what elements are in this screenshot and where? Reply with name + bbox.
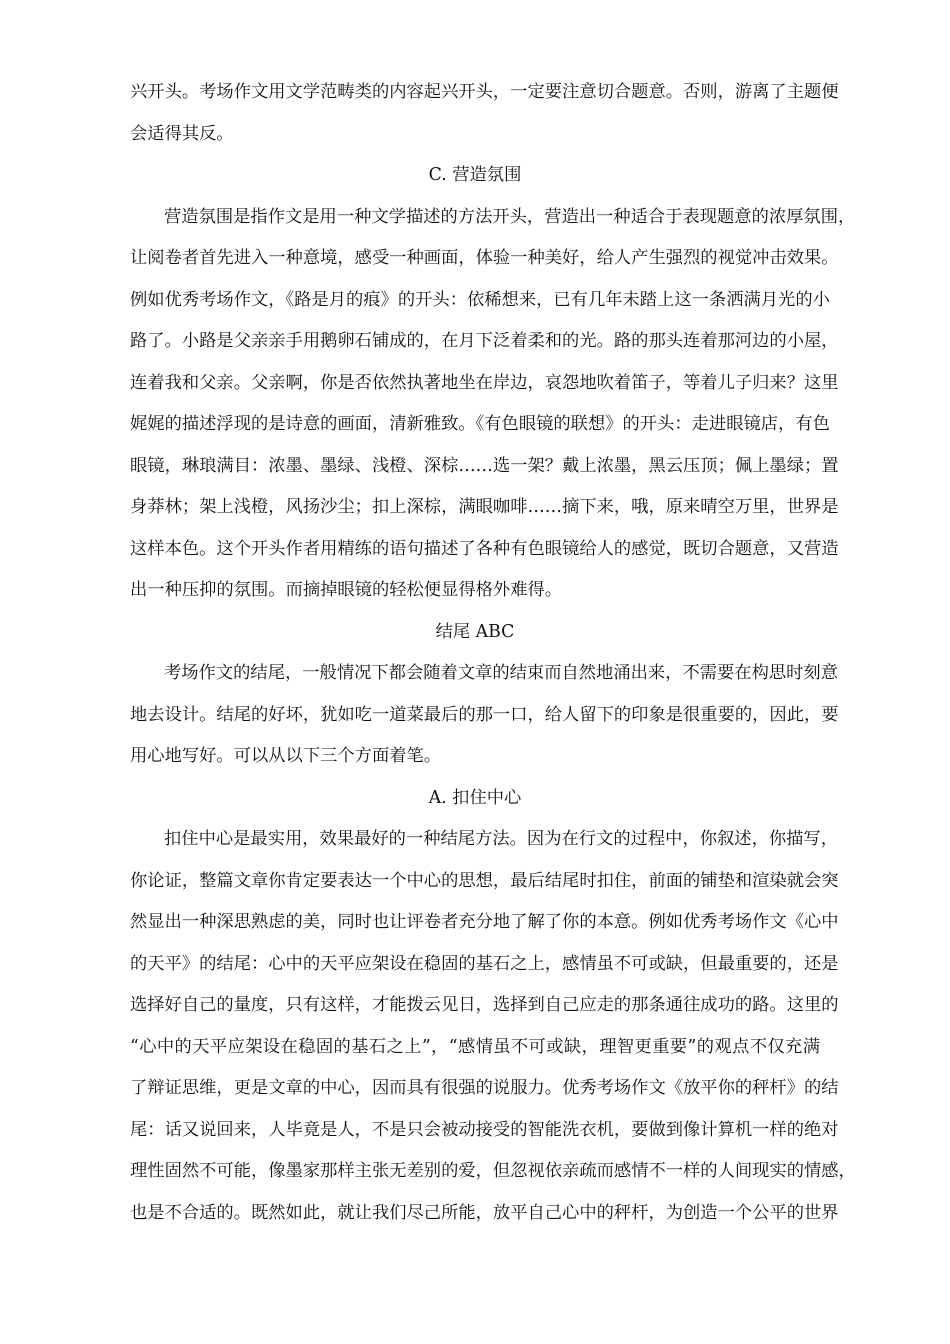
- text-line: 理性固然不可能，像墨家那样主张无差别的爱，但忽视依亲疏而感情不一样的人间现实的情感，: [130, 1161, 856, 1181]
- text-line: 也是不合适的。既然如此，就让我们尽己所能，放平自己心中的秤杆，为创造一个公平的世界: [130, 1202, 839, 1223]
- section-a-paragraph: [130, 825, 856, 1240]
- document-page: [130, 78, 856, 1240]
- text-line: 了辩证思维，更是文章的中心，因而具有很强的说服力。优秀考场作文《放平你的秤杆》的结: [130, 1078, 839, 1098]
- text-line: 的天平》的结尾：心中的天平应架设在稳固的基石之上，感情虽不可或缺，但最重要的，还是: [130, 953, 839, 974]
- text-line: 路了。小路是父亲亲手用鹅卵石铺成的，在月下泛着柔和的光。路的那头连着那河边的小屋，: [130, 331, 839, 351]
- text-line: 娓娓的描述浮现的是诗意的画面，清新雅致。《有色眼镜的联想》的开头：走进眼镜店，有色: [130, 414, 830, 434]
- text-line: 例如优秀考场作文，《路是月的痕》的开头：依稀想来，已有几年未踏上这一条洒满月光的小: [130, 289, 830, 310]
- text-line: 兴开头。考场作文用文学范畴类的内容起兴开头，一定要注意切合题意。否则，游离了主题便: [130, 82, 839, 102]
- text-line: 出一种压抑的氛围。而摘掉眼镜的轻松便显得格外难得。: [130, 580, 563, 600]
- section-c-paragraph: [130, 203, 856, 618]
- section-heading-ending: 结尾 ABC: [435, 621, 515, 642]
- text-line: 这样本色。这个开头作者用精练的语句描述了各种有色眼镜给人的感觉，既切合题意，又营造: [130, 538, 839, 559]
- text-line: 然显出一种深思熟虑的美，同时也让评卷者充分地了解了你的本意。例如优秀考场作文《心中: [130, 912, 839, 932]
- section-heading-c: C. 营造氛围: [428, 165, 522, 185]
- text-line: 选择好自己的量度，只有这样，才能拨云见日，选择到自己应走的那条通往成功的路。这里的: [130, 995, 839, 1015]
- intro-paragraph: [130, 78, 839, 161]
- text-line: 扣住中心是最实用，效果最好的一种结尾方法。因为在行文的过程中，你叙述，你描写，: [164, 829, 838, 849]
- text-line: 用心地写好。可以从以下三个方面着笔。: [130, 746, 442, 766]
- text-line: 会适得其反。: [130, 123, 234, 144]
- text-line: 尾：话又说回来，人毕竟是人，不是只会被动接受的智能洗衣机，要做到像计算机一样的绝对: [130, 1119, 839, 1140]
- ending-paragraph: [130, 659, 839, 784]
- section-heading-a: A. 扣住中心: [428, 787, 522, 808]
- text-line: 考场作文的结尾，一般情况下都会随着文章的结束而自然地涌出来，不需要在构思时刻意: [164, 663, 838, 683]
- text-line: 眼镜，琳琅满目：浓墨、墨绿、浅橙、深棕……选一架？戴上浓墨，黑云压顶；佩上墨绿；置: [130, 455, 839, 476]
- text-line: 你论证，整篇文章你肯定要表达一个中心的思想，最后结尾时扣住，前面的铺垫和渲染就会突: [130, 870, 839, 891]
- text-line: 让阅卷者首先进入一种意境，感受一种画面，体验一种美好，给人产生强烈的视觉冲击效果。: [130, 248, 839, 268]
- text-line: 身莽林；架上浅橙，风扬沙尘；扣上深棕，满眼咖啡……摘下来，哦，原来晴空万里，世界是: [130, 497, 839, 517]
- text-line: 地去设计。结尾的好坏，犹如吃一道菜最后的那一口，给人留下的印象是很重要的，因此，要: [130, 704, 839, 725]
- text-line: “心中的天平应架设在稳固的基石之上”，“感情虽不可或缺，理智更重要”的观点不仅充满: [130, 1036, 820, 1057]
- text-line: 营造氛围是指作文是用一种文学描述的方法开头，营造出一种适合于表现题意的浓厚氛围，: [164, 206, 856, 227]
- text-line: 连着我和父亲。父亲啊，你是否依然执著地坐在岸边，哀怨地吹着笛子，等着儿子归来？这里: [130, 372, 839, 393]
